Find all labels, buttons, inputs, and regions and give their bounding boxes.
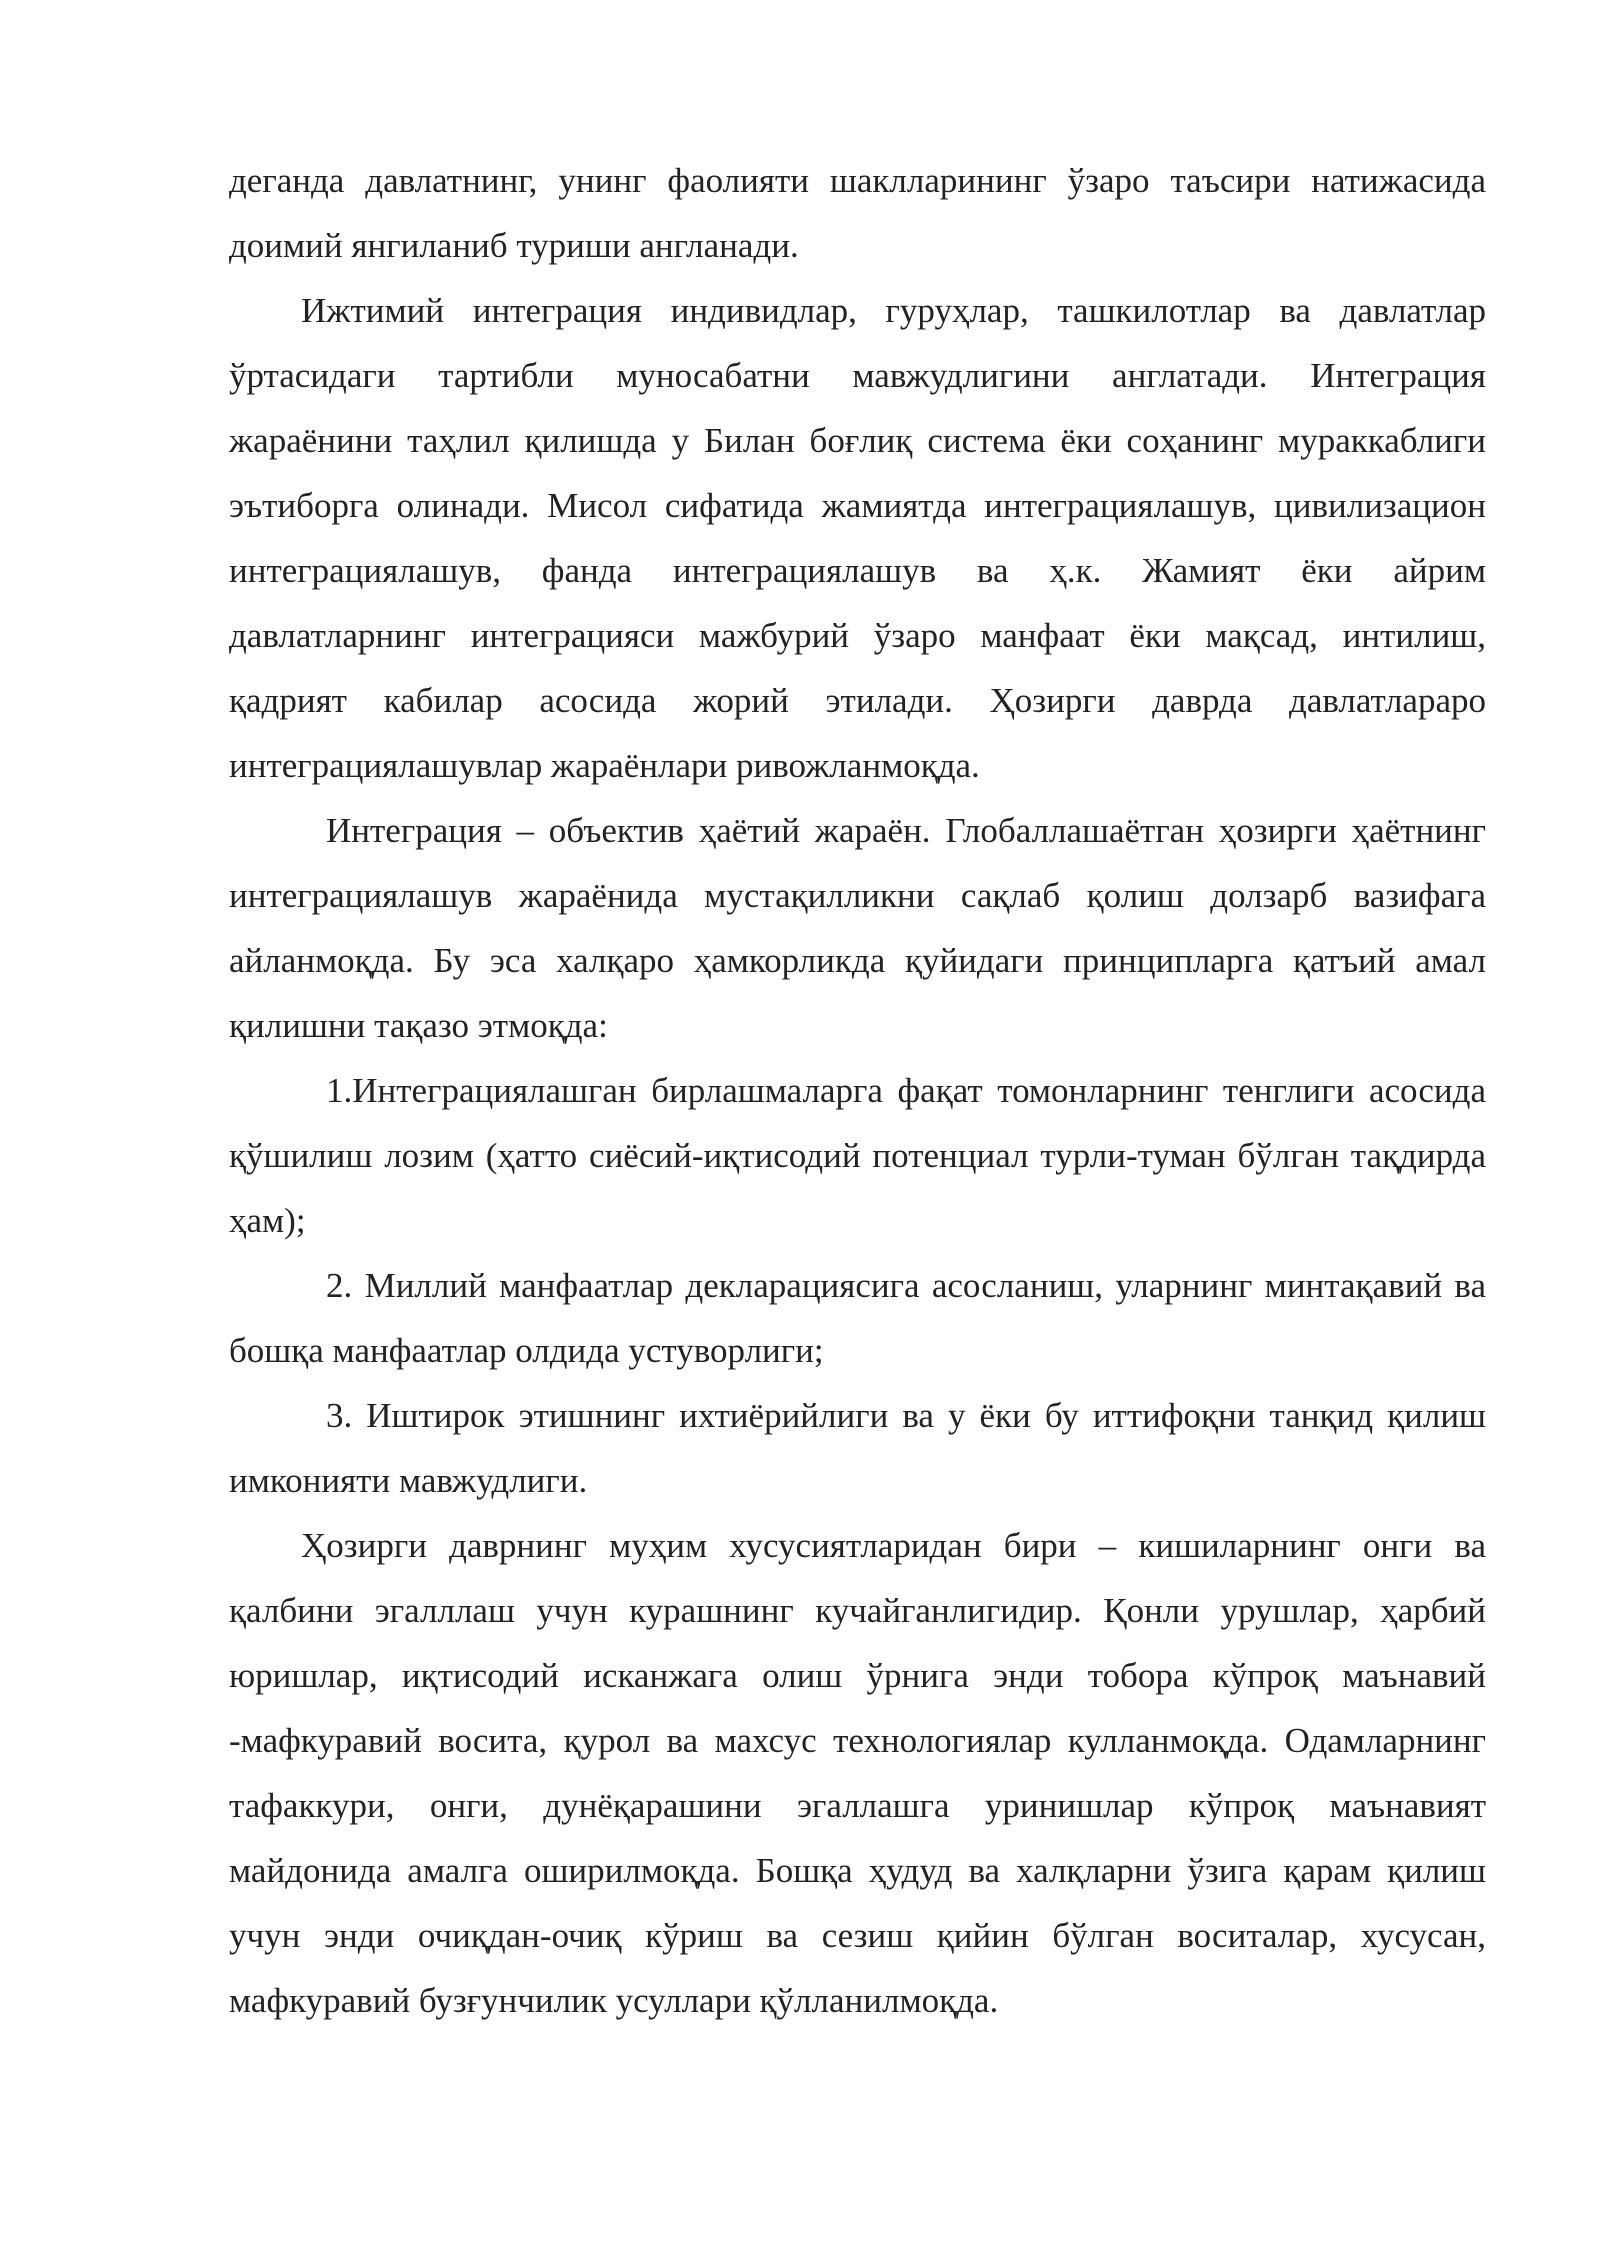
paragraph-modern-era: Ҳозирги даврнинг муҳим хусусиятларидан бири – кишиларнинг онги ва қалбини эгалллаш учун курашнинг кучайганлигидир. Қонли урушлар, ҳарбий юришлар, иқтисодий исканжага олиш ўрнига энди тобора кўпроқ маънавий -мафкуравий восита, қурол ва махсус технологиялар кулланмоқда. Одамларнинг тафаккури, онги, дунёқарашини эгаллашга уринишлар кўпроқ маънавият майдонида амалга оширилмоқда. Бошқа ҳудуд ва халқларни ўзига қарам қилиш учун энди очиқдан-очиқ кўриш ва сезиш қийин бўлган воситалар, хусусан, мафкуравий бузғунчилик усуллари қўлланилмоқда. <box>229 1526 1486 2020</box>
document-body <box>229 148 1486 2033</box>
list-item-2: 2. Миллий манфаатлар декларациясига асосланиш, уларнинг минтақавий ва бошқа манфаатлар олдида устуворлиги; <box>229 1266 1486 1370</box>
paragraph-social-integration: Ижтимий интеграция индивидлар, гуруҳлар, ташкилотлар ва давлатлар ўртасидаги тартибли муносабатни мавжудлигини англатади. Интеграция жараёнини таҳлил қилишда у Билан боғлиқ система ёки соҳанинг мураккаблиги эътиборга олинади. Мисол сифатида жамиятда интеграциялашув, цивилизацион интеграциялашув, фанда интеграциялашув ва ҳ.к. Жамият ёки айрим давлатларнинг интеграцияси мажбурий ўзаро манфаат ёки мақсад, интилиш, қадрият кабилар асосида жорий этилади. Ҳозирги даврда давлатлараро интеграциялашувлар жараёнлари ривожланмоқда. <box>229 291 1486 785</box>
paragraph-continuation: деганда давлатнинг, унинг фаолияти шаклларининг ўзаро таъсири натижасида доимий янгиланиб туриши англанади. <box>229 161 1486 265</box>
list-item-3: 3. Иштирок этишнинг ихтиёрийлиги ва у ёки бу иттифоқни танқид қилиш имконияти мавжудлиги. <box>229 1396 1486 1500</box>
list-item-1: 1.Интеграциялашган бирлашмаларга фақат томонларнинг тенглиги асосида қўшилиш лозим (ҳатто сиёсий-иқтисодий потенциал турли-туман бўлган тақдирда ҳам); <box>229 1071 1486 1240</box>
paragraph-integration-process: Интеграция – объектив ҳаётий жараён. Глобаллашаётган ҳозирги ҳаётнинг интеграциялашув жараёнида мустақилликни сақлаб қолиш долзарб вазифага айланмоқда. Бу эса халқаро ҳамкорликда қуйидаги принципларга қатъий амал қилишни тақазо этмоқда: <box>229 811 1486 1045</box>
